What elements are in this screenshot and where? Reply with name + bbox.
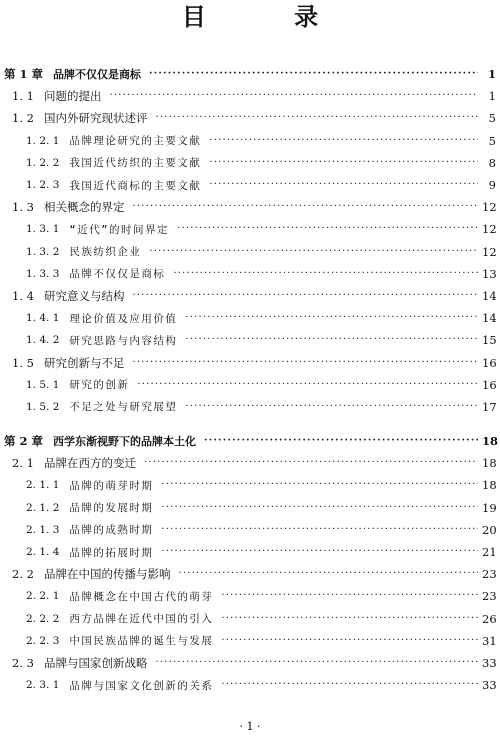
toc-subsection-entry[interactable] [0,174,500,196]
toc-chapter-entry[interactable] [0,63,500,85]
toc-subsection-entry[interactable] [0,608,500,630]
toc-entry-title: 研究意义与结构 [43,288,125,303]
toc-subsection-entry[interactable] [0,307,500,329]
toc-subsection-entry[interactable] [0,674,500,696]
toc-entry-number: 2. 1. 3 [26,523,60,536]
toc-leader-dots [132,358,478,368]
toc-leader-dots [155,658,478,668]
toc-entry-number: 2. 3 [12,655,34,670]
toc-entry-title: 相关概念的界定 [43,200,125,215]
toc-leader-dots [161,525,478,535]
toc-entry-title: 理论价值及应用价值 [69,312,178,325]
toc-page-number: 14 [482,288,497,303]
toc-entry-number: 1. 2. 1 [26,134,60,147]
toc-leader-dots [221,636,478,646]
toc-entry-title: 不足之处与研究展望 [69,401,178,414]
toc-entry-title: 品牌的发展时期 [69,502,154,515]
toc-entry-title: 品牌不仅仅是商标 [53,68,142,82]
toc-leader-dots [132,291,478,301]
toc-entry-title: 品牌的拓展时期 [69,546,154,559]
toc-entry-title: 品牌概念在中国古代的萌芽 [69,590,214,603]
toc-page-number: 14 [482,311,497,326]
toc-entry-title: 西学东渐视野下的品牌本土化 [53,435,197,449]
toc-entry-title: 国内外研究现状述评 [43,111,148,126]
toc-leader-dots [155,113,478,123]
toc-subsection-entry[interactable] [0,374,500,396]
toc-subsection-entry[interactable] [0,329,500,351]
toc-leader-dots [132,202,478,212]
toc-entry-number: 2. 1. 4 [26,546,60,559]
table-of-contents [0,63,500,696]
toc-page-number: 23 [482,589,497,604]
toc-page-number: 18 [482,478,497,493]
toc-entry-title: 问题的提出 [43,89,102,104]
toc-entry-number: 1. 4 [12,288,34,303]
toc-leader-dots [109,91,478,101]
toc-subsection-entry[interactable] [0,497,500,519]
toc-entry-title: 品牌的成熟时期 [69,524,154,537]
toc-entry-number: 1. 5. 1 [26,378,60,391]
toc-subsection-entry[interactable] [0,152,500,174]
toc-entry-title: 品牌的萌芽时期 [69,479,154,492]
toc-page-number: 5 [488,133,496,148]
toc-entry-number: 2. 1. 1 [26,479,60,492]
toc-page-number: 1 [488,89,496,104]
toc-section-entry[interactable] [0,107,500,129]
toc-page-number: 16 [482,355,497,370]
toc-entry-title: 我国近代商标的主要文献 [69,179,202,192]
toc-page-number: 33 [482,678,497,693]
toc-entry-number: 2. 2 [12,567,34,582]
toc-page-number: 16 [482,377,497,392]
toc-entry-title: 西方品牌在近代中国的引入 [69,613,214,626]
toc-subsection-entry[interactable] [0,396,500,418]
toc-section-entry[interactable] [0,452,500,474]
toc-leader-dots [221,680,478,690]
toc-entry-number: 1. 3. 3 [26,267,60,280]
toc-section-entry[interactable] [0,285,500,307]
toc-leader-dots [173,269,478,279]
toc-entry-number: 1. 5. 2 [26,400,60,413]
toc-entry-number: 1. 4. 2 [26,334,60,347]
toc-leader-dots [161,547,478,557]
toc-leader-dots [209,158,478,168]
toc-chapter-entry[interactable] [0,430,500,452]
toc-subsection-entry[interactable] [0,519,500,541]
toc-entry-title: 民族纺织企业 [69,246,142,259]
toc-entry-number: 2. 3. 1 [26,679,60,692]
toc-leader-dots [144,458,478,468]
toc-page-number: 31 [482,633,497,648]
toc-subsection-entry[interactable] [0,630,500,652]
toc-entry-number: 2. 2. 3 [26,634,60,647]
toc-leader-dots [185,402,478,412]
toc-page-number: 5 [488,111,496,126]
toc-page-number: 20 [482,522,497,537]
toc-subsection-entry[interactable] [0,130,500,152]
toc-section-entry[interactable] [0,652,500,674]
toc-entry-title: 我国近代纺织的主要文献 [69,157,202,170]
toc-entry-number: 1. 5 [12,355,34,370]
page-title: 目 录 [181,2,359,31]
toc-subsection-entry[interactable] [0,585,500,607]
toc-leader-dots [185,335,478,345]
toc-entry-number: 第 1 章 [4,67,44,82]
toc-leader-dots [185,313,478,323]
toc-entry-number: 第 2 章 [4,434,44,449]
toc-page-number: 13 [482,266,497,281]
toc-entry-number: 2. 2. 1 [26,590,60,603]
toc-page-number: 18 [482,434,499,449]
toc-page-number: 12 [482,244,497,259]
toc-page-number: 33 [482,655,497,670]
toc-leader-dots [221,614,478,624]
toc-page-number: 26 [482,611,497,626]
toc-leader-dots [161,480,478,490]
toc-leader-dots [221,591,478,601]
toc-entry-number: 1. 3. 2 [26,245,60,258]
toc-page-number: 12 [482,222,497,237]
toc-entry-title: 品牌不仅仅是商标 [69,268,166,281]
toc-entry-number: 2. 1. 2 [26,501,60,514]
toc-page-number: 18 [482,456,497,471]
toc-entry-number: 1. 2. 3 [26,179,60,192]
toc-leader-dots [149,69,478,79]
toc-entry-title: 研究创新与不足 [43,355,125,370]
toc-page-number: 23 [482,567,497,582]
toc-page-number: 1 [487,67,496,82]
toc-entry-number: 1. 3 [12,200,34,215]
toc-leader-dots [161,503,478,513]
toc-section-entry[interactable] [0,85,500,107]
toc-entry-title: 品牌理论研究的主要文献 [69,135,202,148]
toc-page-number: 15 [482,333,497,348]
toc-entry-title: 品牌与国家创新战略 [43,655,148,670]
toc-section-entry[interactable] [0,563,500,585]
toc-entry-number: 2. 1 [12,456,34,471]
toc-page-number: 8 [488,155,496,170]
toc-leader-dots [177,224,478,234]
toc-entry-title: 品牌在中国的传播与影响 [43,567,171,582]
toc-page-number: 19 [482,500,497,515]
toc-leader-dots [149,247,478,257]
toc-page-number: 12 [482,200,497,215]
toc-entry-title: 中国民族品牌的诞生与发展 [69,635,214,648]
toc-subsection-entry[interactable] [0,218,500,240]
toc-entry-title: 研究的创新 [69,379,130,392]
toc-leader-dots [204,436,478,446]
toc-entry-title: 品牌在西方的变迁 [43,456,136,471]
toc-entry-number: 1. 3. 1 [26,223,60,236]
toc-subsection-entry[interactable] [0,241,500,263]
toc-subsection-entry[interactable] [0,474,500,496]
page-number-footer: · 1 · [239,720,261,733]
toc-entry-number: 1. 2 [12,111,34,126]
toc-subsection-entry[interactable] [0,263,500,285]
toc-entry-number: 1. 2. 2 [26,156,60,169]
toc-entry-title: “近代”的时间界定 [69,223,170,236]
toc-section-entry[interactable] [0,196,500,218]
toc-subsection-entry[interactable] [0,541,500,563]
toc-leader-dots [209,180,478,190]
toc-leader-dots [209,136,478,146]
toc-entry-number: 1. 4. 1 [26,312,60,325]
toc-page-number: 17 [482,399,497,414]
toc-page-number: 9 [488,178,496,193]
toc-entry-title: 研究思路与内容结构 [69,334,178,347]
toc-entry-title: 品牌与国家文化创新的关系 [69,679,214,692]
toc-entry-number: 1. 1 [12,89,34,104]
toc-section-entry[interactable] [0,351,500,373]
toc-entry-number: 2. 2. 2 [26,612,60,625]
toc-leader-dots [178,569,478,579]
toc-page-number: 21 [482,545,497,560]
chapter-spacer [0,418,500,430]
toc-leader-dots [137,380,478,390]
